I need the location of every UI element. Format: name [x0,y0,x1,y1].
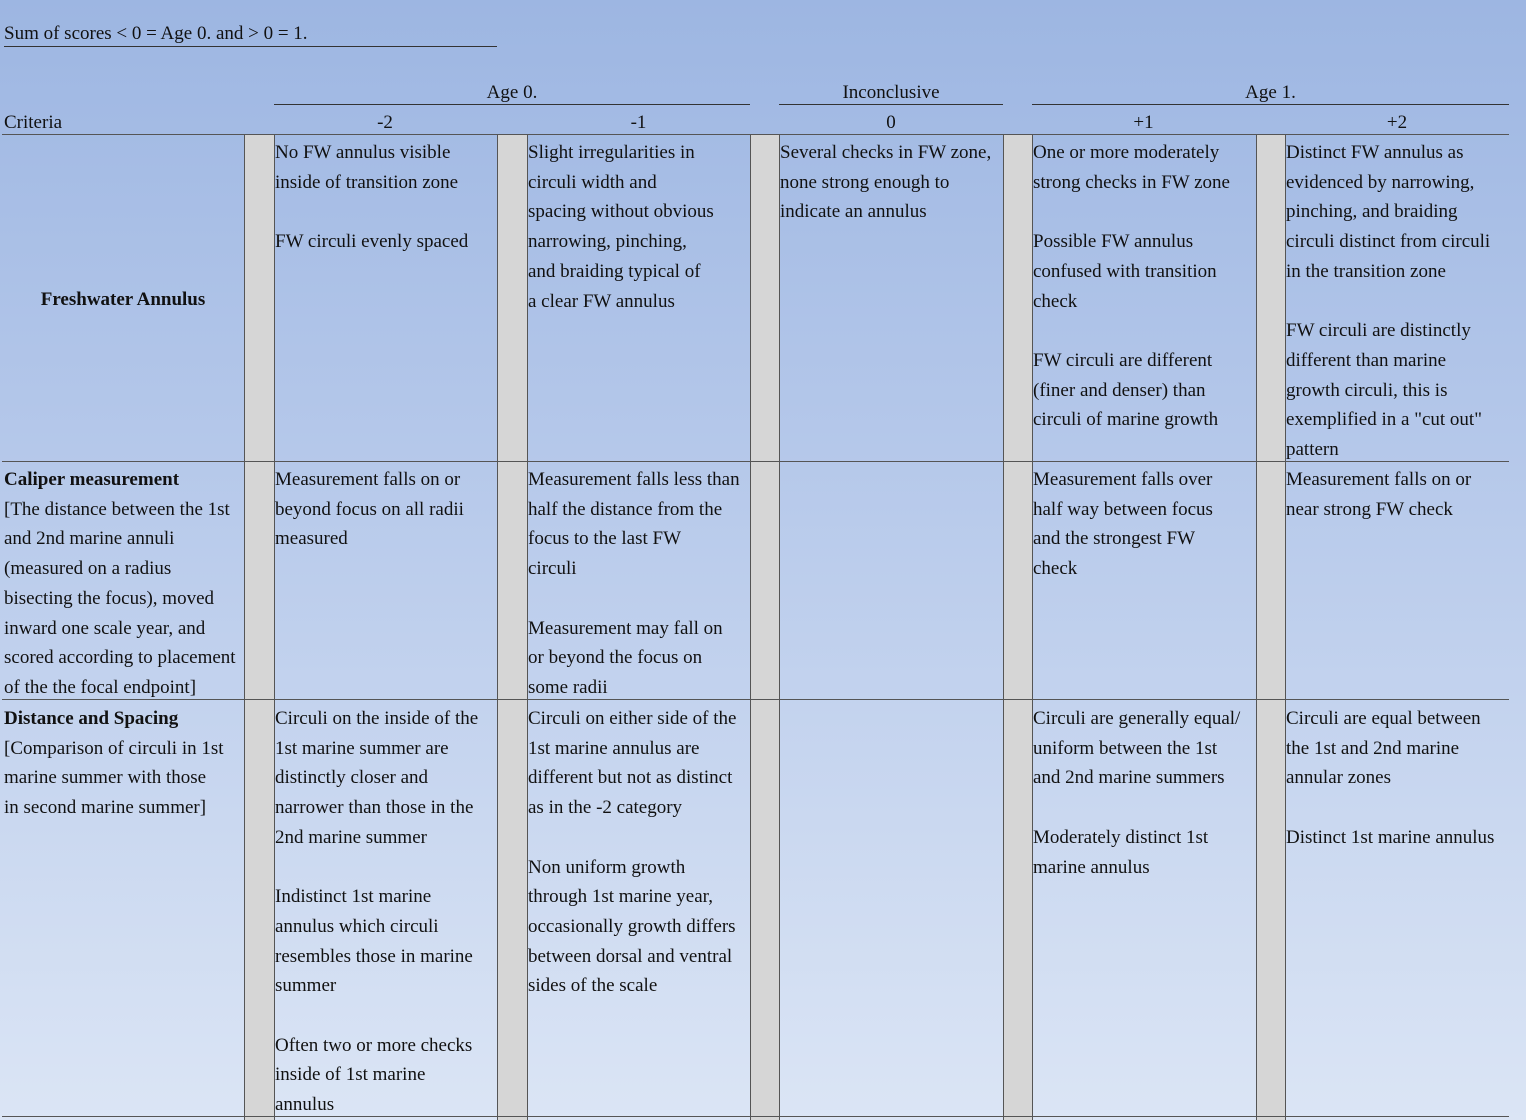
grid-line [244,135,245,1120]
cell-caliper-minus1: Measurement falls less than half the distance from the focus to the last FW circuli Measurement may fall on or beyond the focus on some radii [528,469,740,698]
cell-freshwater-minus1: Slight irregularities in circuli width and spacing without obvious narrowing, pinching, and braiding typical of a clear FW annulus [528,142,714,312]
row-title-distance-and-spacing: Distance and Spacing [4,708,179,729]
row-title-caliper-measurement: Caliper measurement [4,469,180,490]
spacer-column [1003,135,1032,1120]
table-bottom-rule [2,1116,1509,1117]
cell-distance-plus1: Circuli are generally equal/ uniform between the 1st and 2nd marine summers Moderately distinct 1st marine annulus [1033,708,1241,878]
row-divider [2,699,1509,700]
header-rule [2,134,1509,135]
group-header-age0: Age 0. [274,82,750,105]
cell-distance-zero [780,704,1002,1118]
score-header-plus2: +2 [1386,112,1408,133]
row-description-caliper: [The distance between the 1st and 2nd marine annuli (measured on a radius bisecting the focus), moved inward one scale year, and scored according to placement of the the focal endpoint] [4,498,236,698]
cell-caliper-plus2: Measurement falls on or near strong FW check [1286,469,1472,520]
row-label-distance [4,704,244,1004]
cell-caliper-plus1: Measurement falls over half way between focus and the strongest FW check [1033,469,1213,580]
score-header-minus2: -2 [377,112,393,133]
score-header-minus1: -1 [630,112,647,133]
group-header-inconclusive: Inconclusive [779,82,1003,105]
spacer-column [1256,135,1285,1120]
cell-caliper-zero [780,465,1002,699]
cell-freshwater-plus1: One or more moderately strong checks in FW zone Possible FW annulus confused with transition check FW circuli are different (finer and denser) than circuli of marine growth [1033,142,1230,431]
spacer-column [497,135,527,1120]
cell-distance-plus2: Circuli are equal between the 1st and 2nd marine annular zones Distinct 1st marine annulus [1286,708,1495,848]
score-header-zero: 0 [886,112,896,133]
group-header-age1: Age 1. [1032,82,1509,105]
cell-freshwater-zero: Several checks in FW zone, none strong enough to indicate an annulus [780,142,992,223]
cell-caliper-minus2: Measurement falls on or beyond focus on all radii measured [275,469,464,550]
row-description-distance: [Comparison of circuli in 1st marine summer with those in second marine summer] [4,737,224,819]
grid-line [750,135,751,1120]
cell-freshwater-minus2: No FW annulus visible inside of transition zone FW circuli evenly spaced [275,142,469,253]
row-label-caliper [4,465,244,699]
row-divider [2,461,1509,462]
score-header-plus1: +1 [1133,112,1154,133]
spacer-column [244,135,274,1120]
row-title-freshwater-annulus: Freshwater Annulus [40,289,206,310]
spacer-column [750,135,779,1120]
grid-line [1256,135,1257,1120]
grid-line [1003,135,1004,1120]
grid-line [497,135,498,1120]
cell-distance-minus2: Circuli on the inside of the 1st marine summer are distinctly closer and narrower than those in the 2nd marine summer Indistinct 1st marine annulus which circuli resembles those in marine summer Often two or more checks inside of 1st marine annulus [275,708,479,1116]
cell-freshwater-plus2: Distinct FW annulus as evidenced by narrowing, pinching, and braiding circuli distinct from circuli in the transition zone FW circuli are distinctly different than marine growth circuli, this is exemplified in a "cut out" pattern [1286,142,1491,461]
criteria-header: Criteria [4,112,63,133]
scoring-note: Sum of scores < 0 = Age 0. and > 0 = 1. [4,22,497,47]
cell-distance-minus1: Circuli on either side of the 1st marine annulus are different but not as distinct as in the -2 category Non uniform growth through 1st marine year, occasionally growth differs between dorsal and ventral sides of the scale [528,708,737,997]
